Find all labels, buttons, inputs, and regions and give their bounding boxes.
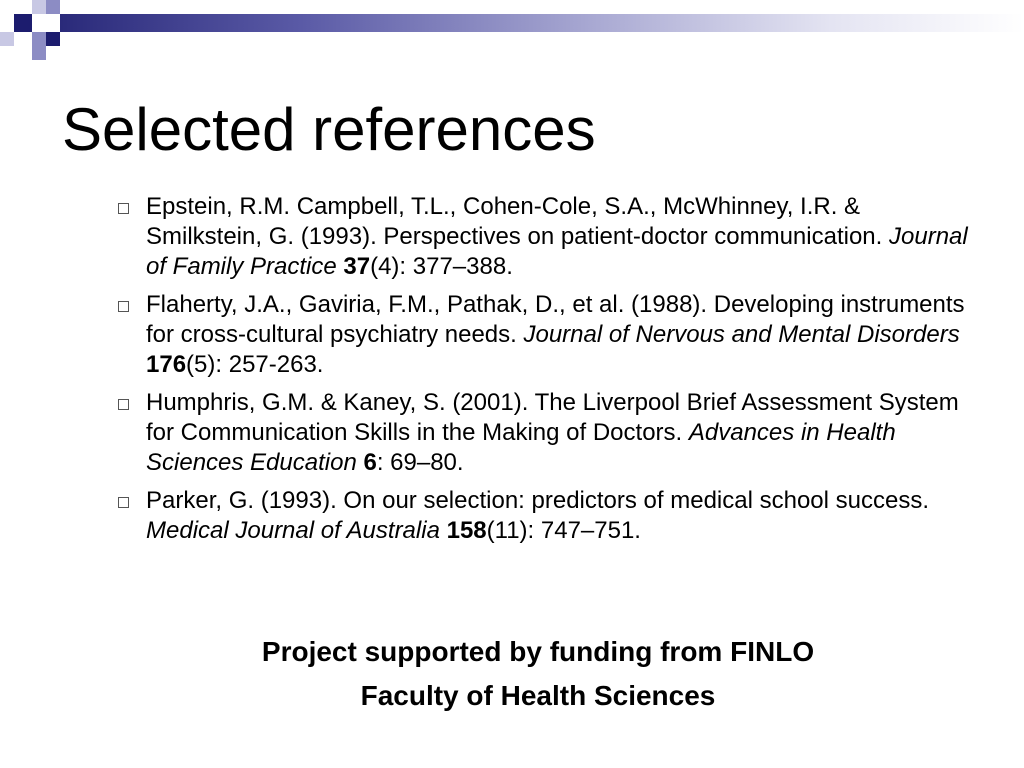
reference-volume: 176: [146, 351, 187, 378]
reference-authors: Parker, G. (1993). On our selection: predictors of medical school success.: [146, 487, 930, 514]
reference-item: [112, 486, 972, 546]
reference-volume: 37: [343, 253, 371, 280]
funding-line: Project supported by funding from FINLO: [261, 636, 815, 667]
decorative-header-band: [0, 0, 1024, 60]
reference-item: [112, 290, 972, 380]
reference-authors: Humphris, G.M. & Kaney, S. (2001). The Liverpool Brief Assessment System for Communication Skills in the Making of Doctors.: [146, 389, 959, 446]
decorative-square: [46, 32, 60, 46]
reference-volume: 6: [363, 449, 377, 476]
funding-footer: [0, 630, 1024, 718]
reference-authors: Epstein, R.M. Campbell, T.L., Cohen-Cole, S.A., McWhinney, I.R. & Smilkstein, G. (1993). Perspectives on patient-doctor communication.: [146, 193, 889, 250]
decorative-square: [32, 32, 46, 46]
reference-journal: Journal of Family Practice: [146, 223, 968, 280]
reference-list: [112, 192, 972, 554]
reference-journal: Medical Journal of Australia: [146, 517, 440, 544]
decorative-gradient-bar: [60, 14, 1024, 32]
reference-authors: Flaherty, J.A., Gaviria, F.M., Pathak, D., et al. (1988). Developing instruments for cross-cultural psychiatry needs.: [146, 291, 965, 348]
decorative-square: [14, 14, 32, 32]
decorative-square: [32, 0, 46, 14]
reference-item: [112, 388, 972, 478]
reference-journal: Advances in Health Sciences Education: [146, 419, 896, 476]
reference-journal: Journal of Nervous and Mental Disorders: [523, 321, 960, 348]
hollow-square-icon: [118, 301, 129, 312]
hollow-square-icon: [118, 203, 129, 214]
faculty-line: Faculty of Health Sciences: [360, 680, 716, 711]
decorative-square: [32, 46, 46, 60]
reference-pages: : 69–80.: [376, 449, 464, 476]
hollow-square-icon: [118, 497, 129, 508]
reference-pages: (5): 257-263.: [186, 351, 324, 378]
decorative-square: [46, 0, 60, 14]
reference-item: [112, 192, 972, 282]
hollow-square-icon: [118, 399, 129, 410]
reference-pages: (4): 377–388.: [370, 253, 513, 280]
slide-title: Selected references: [62, 96, 596, 163]
reference-pages: (11): 747–751.: [486, 517, 641, 544]
reference-volume: 158: [446, 517, 487, 544]
decorative-square: [0, 32, 14, 46]
